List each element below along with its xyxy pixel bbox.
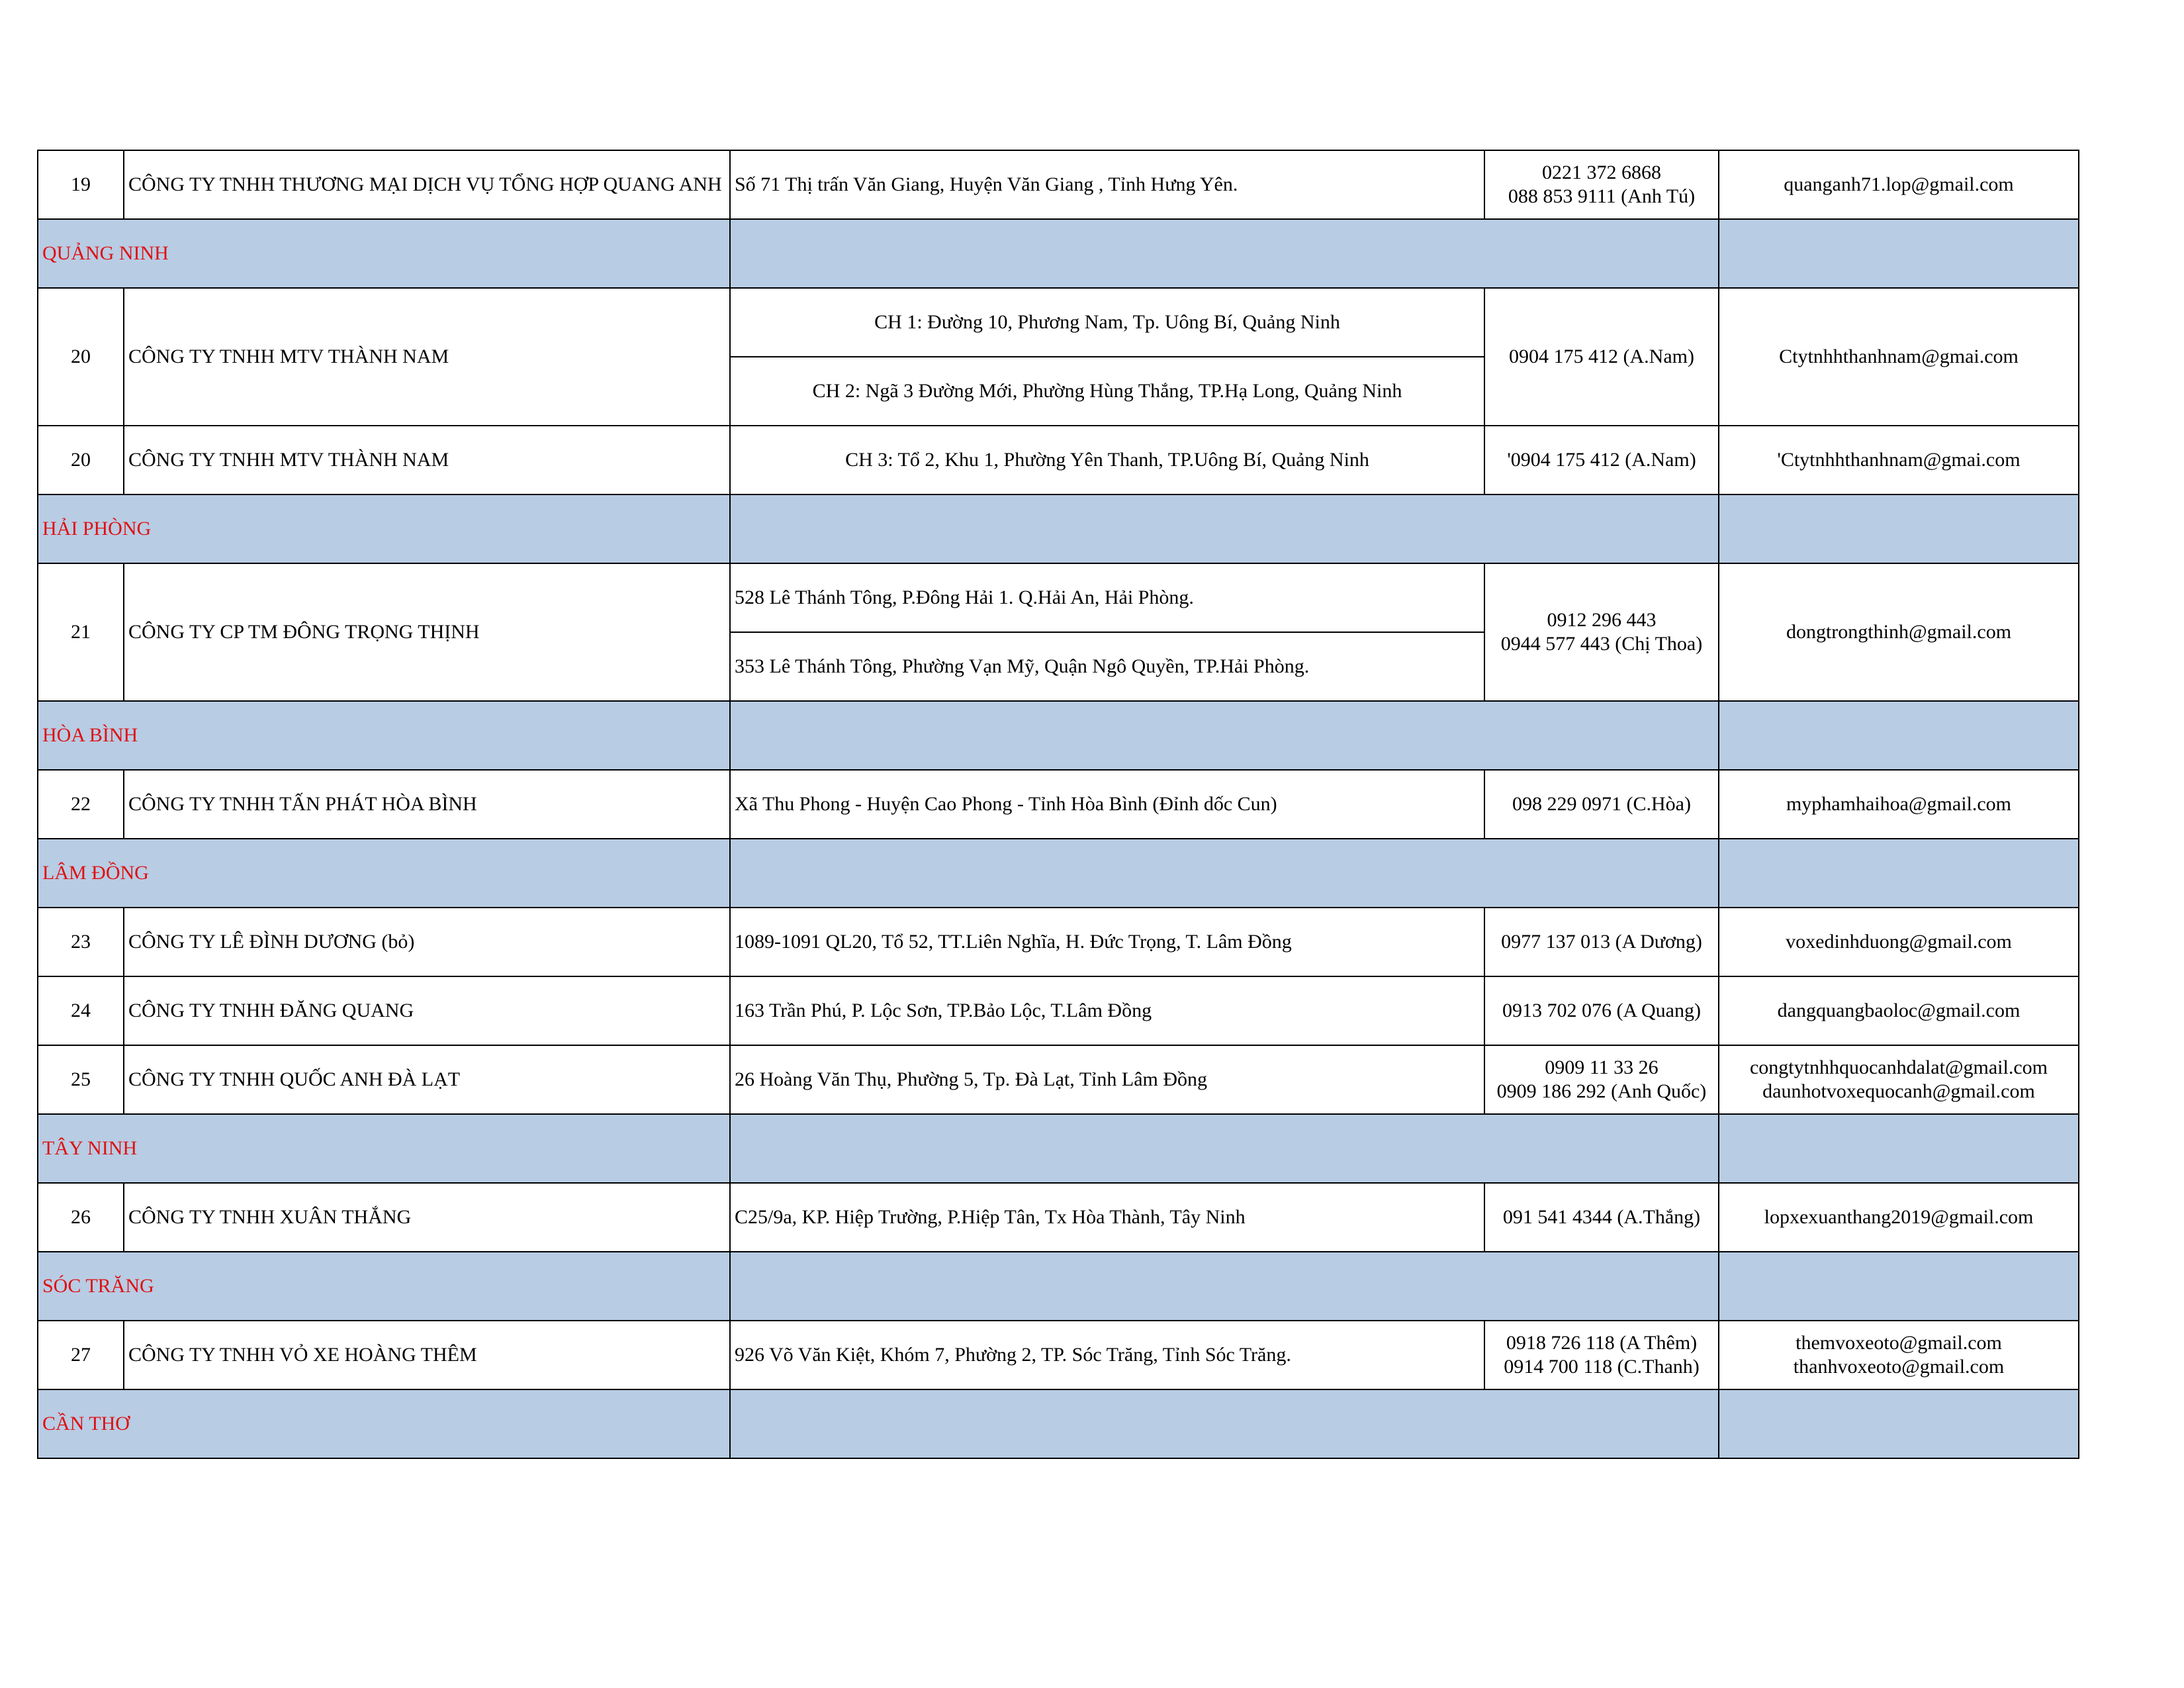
phone-cell	[1484, 563, 1719, 701]
phone: 0904 175 412 (A.Nam)	[1484, 288, 1719, 426]
table-row	[38, 1045, 2079, 1114]
company-name: CÔNG TY TNHH MTV THÀNH NAM	[124, 288, 730, 426]
address: Số 71 Thị trấn Văn Giang, Huyện Văn Giang , Tỉnh Hưng Yên.	[730, 150, 1484, 219]
phone-cell	[1484, 1321, 1719, 1389]
table-row	[38, 908, 2079, 976]
region-filler	[730, 1389, 1719, 1458]
email: voxedinhduong@gmail.com	[1719, 908, 2079, 976]
row-number: 20	[38, 426, 124, 494]
row-number: 19	[38, 150, 124, 219]
row-number: 23	[38, 908, 124, 976]
region-row	[38, 701, 2079, 770]
table-row	[38, 1321, 2079, 1389]
region-filler	[1719, 1389, 2079, 1458]
address: 353 Lê Thánh Tông, Phường Vạn Mỹ, Quận Ngô Quyền, TP.Hải Phòng.	[730, 632, 1484, 701]
table-row	[38, 426, 2079, 494]
email: myphamhaihoa@gmail.com	[1719, 770, 2079, 839]
region-name: HÒA BÌNH	[38, 701, 730, 770]
phone-cell	[1484, 150, 1719, 219]
region-filler	[1719, 701, 2079, 770]
region-filler	[1719, 219, 2079, 288]
address: CH 2: Ngã 3 Đường Mới, Phường Hùng Thắng, TP.Hạ Long, Quảng Ninh	[730, 357, 1484, 426]
region-filler	[1719, 1114, 2079, 1183]
table-row	[38, 770, 2079, 839]
phone: '0904 175 412 (A.Nam)	[1484, 426, 1719, 494]
table-row	[38, 288, 2079, 357]
email: daunhotvoxequocanh@gmail.com	[1762, 1080, 2035, 1102]
email: dongtrongthinh@gmail.com	[1719, 563, 2079, 701]
address: 926 Võ Văn Kiệt, Khóm 7, Phường 2, TP. Sóc Trăng, Tỉnh Sóc Trăng.	[730, 1321, 1484, 1389]
region-row	[38, 1252, 2079, 1321]
row-number: 20	[38, 288, 124, 426]
phone: 0918 726 118 (A Thêm)	[1506, 1332, 1698, 1354]
phone: 0221 372 6868	[1542, 162, 1661, 183]
region-filler	[730, 1114, 1719, 1183]
email: thanhvoxeoto@gmail.com	[1793, 1356, 2005, 1378]
email-cell	[1719, 1321, 2079, 1389]
address: 163 Trần Phú, P. Lộc Sơn, TP.Bảo Lộc, T.Lâm Đồng	[730, 976, 1484, 1045]
table-row	[38, 976, 2079, 1045]
row-number: 21	[38, 563, 124, 701]
phone: 0909 186 292 (Anh Quốc)	[1496, 1080, 1707, 1102]
company-name: CÔNG TY TNHH VỎ XE HOÀNG THÊM	[124, 1321, 730, 1389]
region-filler	[730, 1252, 1719, 1321]
address: 528 Lê Thánh Tông, P.Đông Hải 1. Q.Hải An, Hải Phòng.	[730, 563, 1484, 632]
phone: 0913 702 076 (A Quang)	[1484, 976, 1719, 1045]
phone: 088 853 9111 (Anh Tú)	[1508, 185, 1696, 207]
address: C25/9a, KP. Hiệp Trường, P.Hiệp Tân, Tx Hòa Thành, Tây Ninh	[730, 1183, 1484, 1252]
email: quanganh71.lop@gmail.com	[1719, 150, 2079, 219]
region-filler	[730, 839, 1719, 908]
email: lopxexuanthang2019@gmail.com	[1719, 1183, 2079, 1252]
region-name: SÓC TRĂNG	[38, 1252, 730, 1321]
address: Xã Thu Phong - Huyện Cao Phong - Tỉnh Hòa Bình (Đỉnh dốc Cun)	[730, 770, 1484, 839]
company-name: CÔNG TY TNHH TẤN PHÁT HÒA BÌNH	[124, 770, 730, 839]
region-filler	[730, 219, 1719, 288]
address: CH 3: Tổ 2, Khu 1, Phường Yên Thanh, TP.Uông Bí, Quảng Ninh	[730, 426, 1484, 494]
company-name: CÔNG TY TNHH MTV THÀNH NAM	[124, 426, 730, 494]
table-row	[38, 563, 2079, 632]
region-name: HẢI PHÒNG	[38, 494, 730, 563]
table-row	[38, 1183, 2079, 1252]
row-number: 22	[38, 770, 124, 839]
phone: 091 541 4344 (A.Thắng)	[1484, 1183, 1719, 1252]
region-name: TÂY NINH	[38, 1114, 730, 1183]
region-filler	[730, 701, 1719, 770]
region-name: QUẢNG NINH	[38, 219, 730, 288]
row-number: 26	[38, 1183, 124, 1252]
region-row	[38, 219, 2079, 288]
region-row	[38, 494, 2079, 563]
email: congtytnhhquocanhdalat@gmail.com	[1749, 1056, 2048, 1078]
region-filler	[1719, 839, 2079, 908]
address: CH 1: Đường 10, Phương Nam, Tp. Uông Bí, Quảng Ninh	[730, 288, 1484, 357]
email-cell	[1719, 1045, 2079, 1114]
region-name: LÂM ĐỒNG	[38, 839, 730, 908]
address: 26 Hoàng Văn Thụ, Phường 5, Tp. Đà Lạt, Tỉnh Lâm Đồng	[730, 1045, 1484, 1114]
row-number: 24	[38, 976, 124, 1045]
company-name: CÔNG TY TNHH THƯƠNG MẠI DỊCH VỤ TỔNG HỢP QUANG ANH	[124, 150, 730, 219]
phone-cell	[1484, 1045, 1719, 1114]
email: themvoxeoto@gmail.com	[1796, 1332, 2002, 1354]
region-row	[38, 1114, 2079, 1183]
row-number: 27	[38, 1321, 124, 1389]
region-row	[38, 839, 2079, 908]
company-name: CÔNG TY LÊ ĐÌNH DƯƠNG (bỏ)	[124, 908, 730, 976]
region-filler	[730, 494, 1719, 563]
phone: 098 229 0971 (C.Hòa)	[1484, 770, 1719, 839]
company-name: CÔNG TY TNHH QUỐC ANH ĐÀ LẠT	[124, 1045, 730, 1114]
phone: 0914 700 118 (C.Thanh)	[1504, 1356, 1700, 1378]
phone: 0909 11 33 26	[1545, 1056, 1659, 1078]
company-name: CÔNG TY TNHH XUÂN THẮNG	[124, 1183, 730, 1252]
phone: 0912 296 443	[1547, 609, 1657, 631]
dealer-table	[37, 150, 2079, 1459]
row-number: 25	[38, 1045, 124, 1114]
region-filler	[1719, 1252, 2079, 1321]
address: 1089-1091 QL20, Tổ 52, TT.Liên Nghĩa, H. Đức Trọng, T. Lâm Đồng	[730, 908, 1484, 976]
email: dangquangbaoloc@gmail.com	[1719, 976, 2079, 1045]
region-row	[38, 1389, 2079, 1458]
region-name: CẦN THƠ	[38, 1389, 730, 1458]
region-filler	[1719, 494, 2079, 563]
phone: 0944 577 443 (Chị Thoa)	[1500, 633, 1703, 655]
email: Ctytnhhthanhnam@gmai.com	[1719, 288, 2079, 426]
phone: 0977 137 013 (A Dương)	[1484, 908, 1719, 976]
company-name: CÔNG TY TNHH ĐĂNG QUANG	[124, 976, 730, 1045]
table-row	[38, 150, 2079, 219]
company-name: CÔNG TY CP TM ĐÔNG TRỌNG THỊNH	[124, 563, 730, 701]
email: 'Ctytnhhthanhnam@gmai.com	[1719, 426, 2079, 494]
